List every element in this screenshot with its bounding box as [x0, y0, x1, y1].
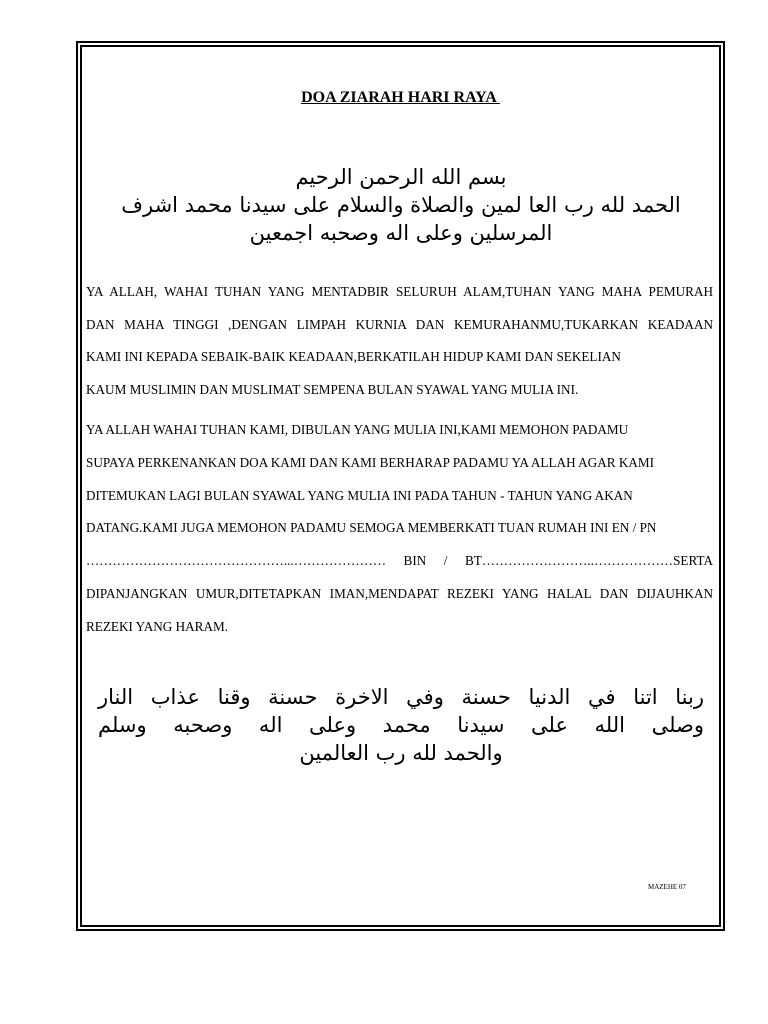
footer-code: MAZEHE 07 — [648, 883, 686, 891]
paragraph-line: KAMI INI KEPADA SEBAIK-BAIK KEADAAN,BERKATILAH HIDUP KAMI DAN SEKELIAN — [86, 349, 621, 364]
arabic-line: المرسلين وعلى اله وصحبه اجمعين — [249, 221, 553, 245]
opening-arabic-prayer — [90, 163, 712, 247]
paragraph-line: YA ALLAH, WAHAI TUHAN YANG MENTADBIR SELURUH ALAM,TUHAN YANG MAHA PEMURAH — [86, 284, 713, 299]
arabic-line: بسم الله الرحمن الرحيم — [295, 165, 507, 189]
arabic-line: وصلى الله على سيدنا محمد وعلى اله وصحبه وسلم — [98, 713, 704, 737]
paragraph-line: SUPAYA PERKENANKAN DOA KAMI DAN KAMI BERHARAP PADAMU YA ALLAH AGAR KAMI — [86, 455, 654, 470]
closing-arabic-prayer — [98, 683, 704, 767]
arabic-line: ربنا اتنا في الدنيا حسنة وفي الاخرة حسنة وقنا عذاب النار — [98, 685, 704, 709]
paragraph-line: DATANG.KAMI JUGA MEMOHON PADAMU SEMOGA MEMBERKATI TUAN RUMAH INI EN / PN — [86, 520, 657, 535]
name-fill-in-line: ………………………………………...………………… BIN / BT……………………..………………SERTA — [86, 553, 713, 568]
paragraph-line: DITEMUKAN LAGI BULAN SYAWAL YANG MULIA INI PADA TAHUN - TAHUN YANG AKAN — [86, 488, 633, 503]
document-title: DOA ZIARAH HARI RAYA — [301, 89, 500, 106]
paragraph-line: DAN MAHA TINGGI ,DENGAN LIMPAH KURNIA DAN KEMURAHANMU,TUKARKAN KEADAAN — [86, 317, 713, 332]
arabic-line: الحمد لله رب العا لمين والصلاة والسلام على سيدنا محمد اشرف — [121, 193, 681, 217]
paragraph-line: DIPANJANGKAN UMUR,DITETAPKAN IMAN,MENDAPAT REZEKI YANG HALAL DAN DIJAUHKAN — [86, 586, 713, 601]
paragraph-line: YA ALLAH WAHAI TUHAN KAMI, DIBULAN YANG MULIA INI,KAMI MEMOHON PADAMU — [86, 422, 629, 437]
paragraph-line: KAUM MUSLIMIN DAN MUSLIMAT SEMPENA BULAN SYAWAL YANG MULIA INI. — [86, 382, 579, 397]
paragraph-line: REZEKI YANG HARAM. — [86, 619, 229, 634]
arabic-line: والحمد لله رب العالمين — [299, 741, 503, 765]
